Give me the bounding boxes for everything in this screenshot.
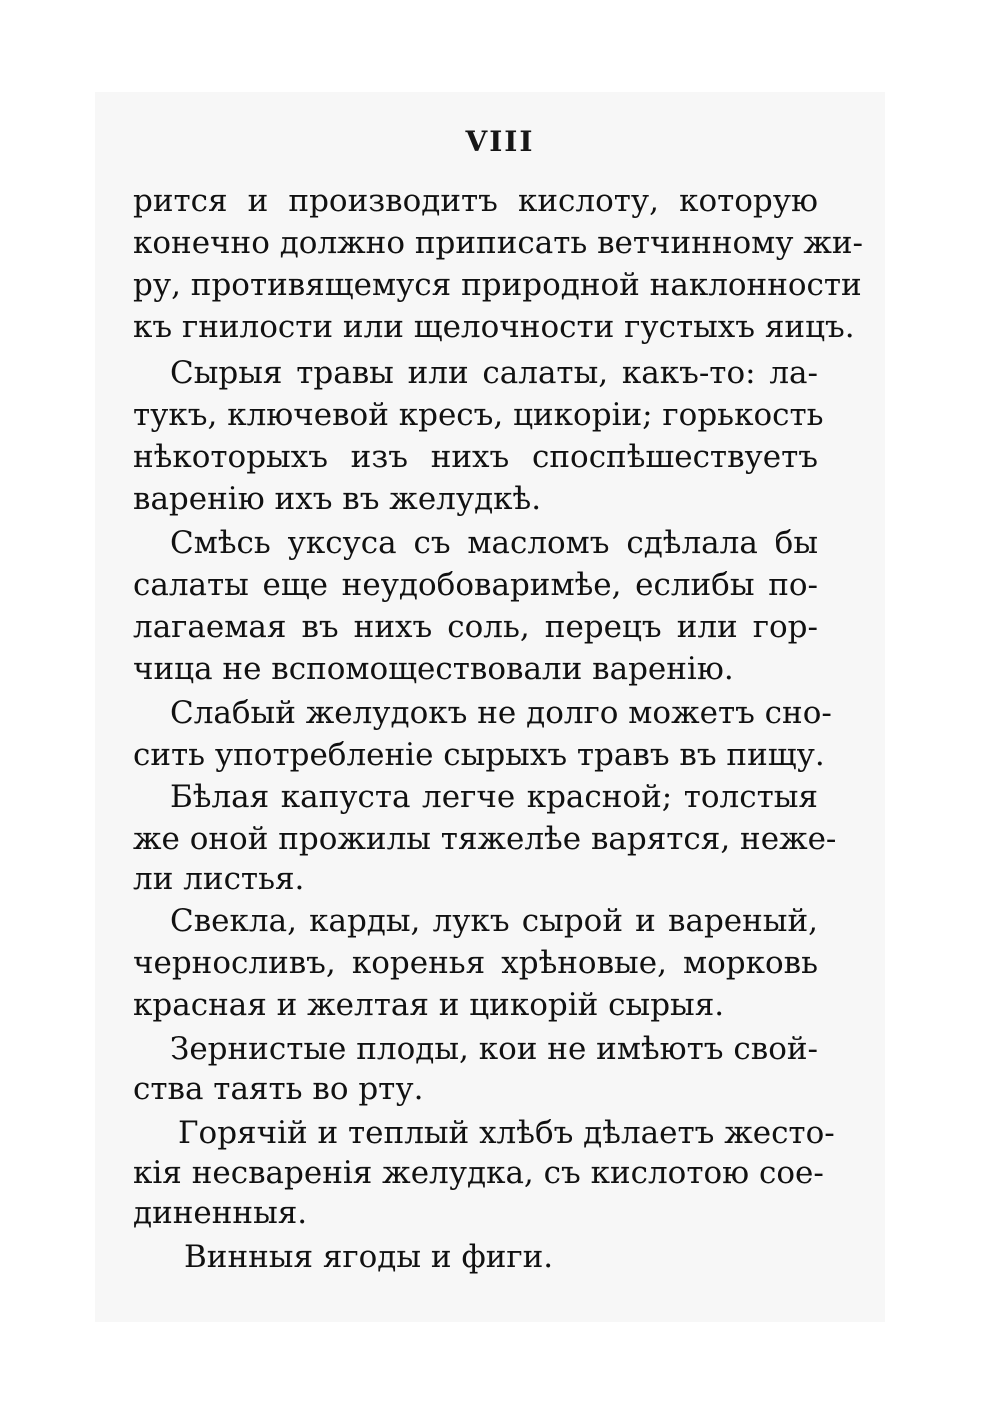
text-line: черносливъ, коренья хрѣновые, морковь bbox=[133, 945, 818, 981]
text-line: варенiю ихъ въ желудкѣ. bbox=[133, 481, 542, 517]
paragraph-first-line: Бѣлая капуста легче красной; толстыя bbox=[170, 779, 818, 815]
text-line: нѣкоторыхъ изъ нихъ споспѣшествуетъ bbox=[133, 439, 818, 475]
text-line: кiя несваренiя желудка, съ кислотою сое- bbox=[133, 1155, 824, 1191]
paragraph-first-line: Свекла, карды, лукъ сырой и вареный, bbox=[170, 903, 818, 939]
text-line: диненныя. bbox=[133, 1195, 308, 1231]
text-line: чица не вспомоществовали варенiю. bbox=[133, 651, 734, 687]
text-line: ства таять во рту. bbox=[133, 1071, 424, 1107]
text-line: къ гнилости или щелочности густыхъ яицъ. bbox=[133, 309, 855, 345]
text-line: рится и производитъ кислоту, которую bbox=[133, 183, 818, 219]
text-line: ру, противящемуся природной наклонности bbox=[133, 267, 862, 303]
paragraph-first-line: Винныя ягоды и фиги. bbox=[184, 1239, 554, 1275]
text-line: сить употребленiе сырыхъ травъ въ пищу. bbox=[133, 737, 825, 773]
paragraph-first-line: Смѣсь уксуса съ масломъ сдѣлала бы bbox=[170, 525, 818, 561]
text-line: ли листья. bbox=[133, 861, 305, 897]
paragraph-first-line: Зернистые плоды, кои не имѣютъ свой- bbox=[170, 1031, 818, 1067]
text-line: лагаемая въ нихъ соль, перецъ или гор- bbox=[133, 609, 818, 645]
text-line: же оной прожилы тяжелѣе варятся, неже- bbox=[133, 821, 837, 857]
paragraph-first-line: Горячiй и теплый хлѣбъ дѣлаетъ жесто- bbox=[178, 1115, 835, 1151]
text-line: красная и желтая и цикорiй сырыя. bbox=[133, 987, 725, 1023]
text-line: салаты еще неудобоваримѣе, еслибы по- bbox=[133, 567, 818, 603]
text-line: тукъ, ключевой кресъ, цикорiи; горькость bbox=[133, 397, 824, 433]
paragraph-first-line: Сырыя травы или салаты, какъ-то: ла- bbox=[170, 355, 818, 391]
page-number: VIII bbox=[465, 125, 535, 158]
text-line: конечно должно приписать ветчинному жи- bbox=[133, 225, 864, 261]
paragraph-first-line: Слабый желудокъ не долго можетъ сно- bbox=[170, 695, 832, 731]
